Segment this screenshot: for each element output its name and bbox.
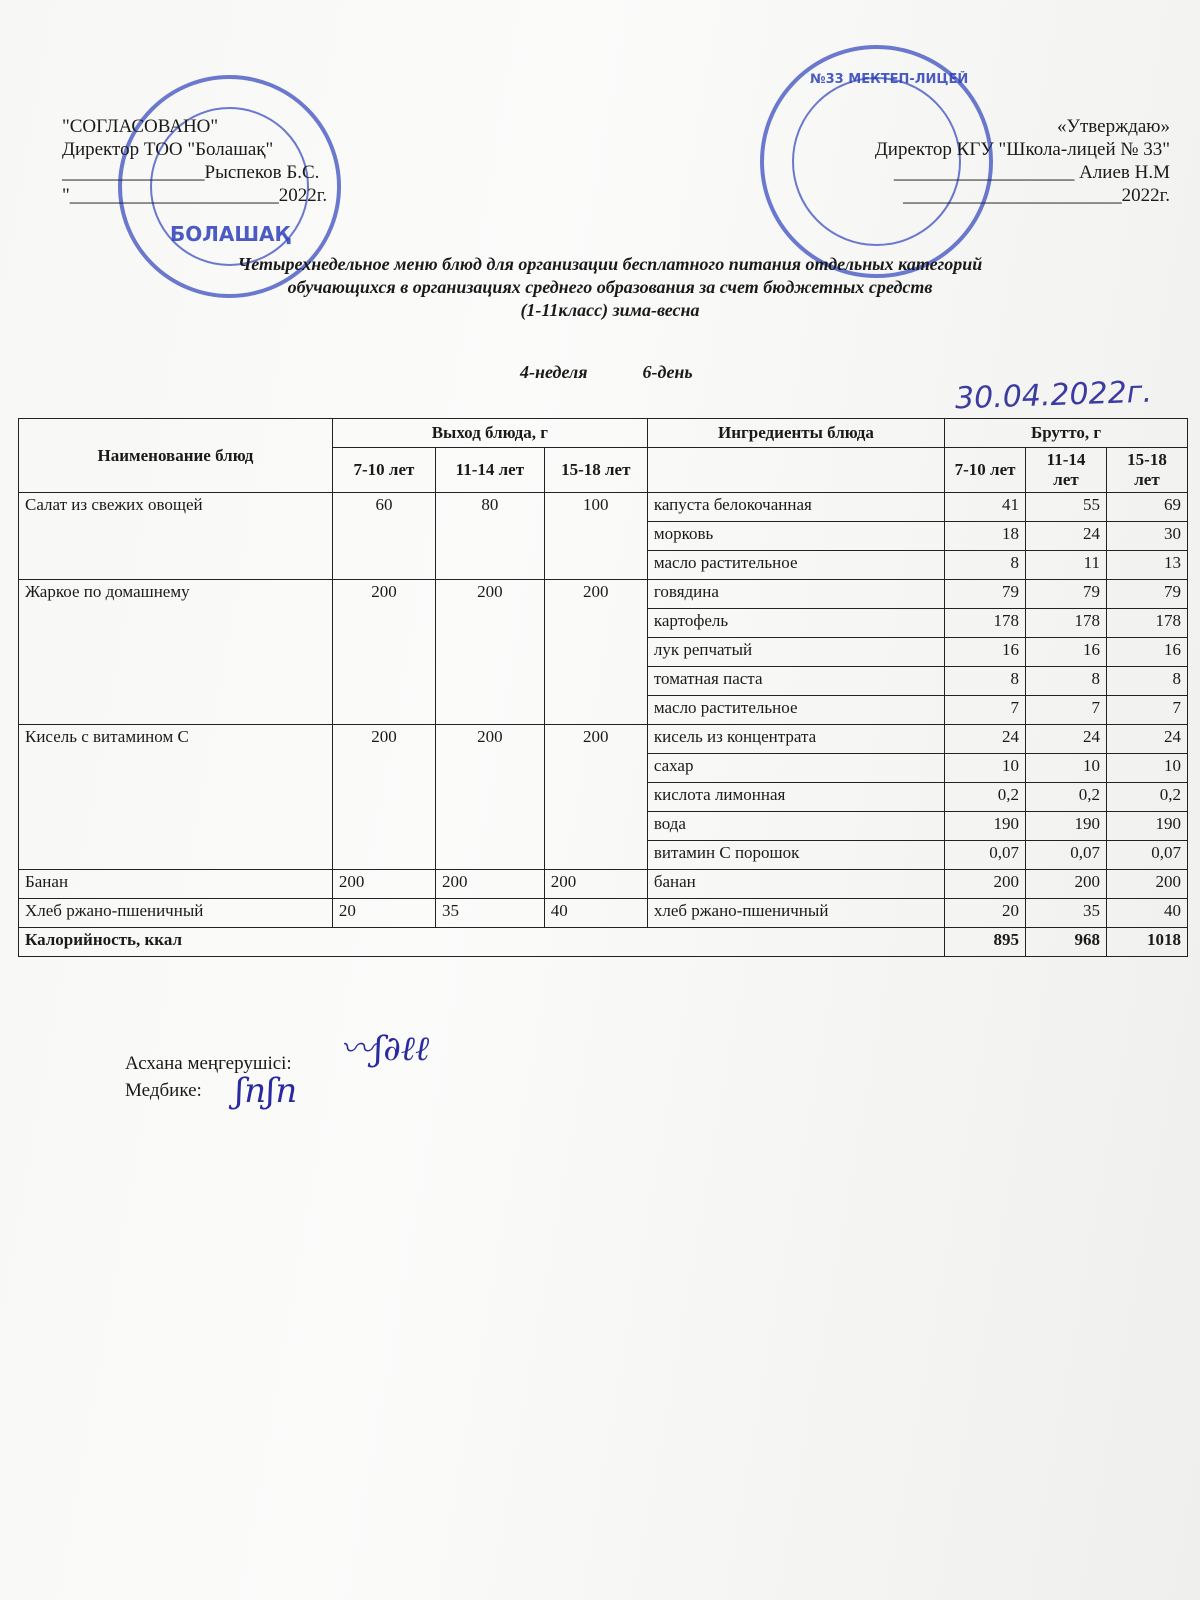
approval-left bbox=[62, 115, 327, 207]
title-line: Четырехнедельное меню блюд для организации бесплатного питания отдельных категорий bbox=[237, 254, 983, 274]
dish-yield: 200 bbox=[436, 580, 545, 725]
table-row bbox=[19, 493, 1188, 522]
cook-signature-label: Асхана меңгерушісі: bbox=[125, 1053, 292, 1074]
header-age: 11-14 лет bbox=[1026, 448, 1107, 493]
table-row bbox=[19, 725, 1188, 754]
dish-yield: 200 bbox=[332, 870, 435, 899]
menu-table bbox=[18, 418, 1188, 957]
day-label: 6-день bbox=[642, 362, 693, 382]
calories-label: Калорийность, ккал bbox=[19, 928, 945, 957]
document-title bbox=[110, 253, 1110, 322]
ingredient-brutto: 178 bbox=[945, 609, 1026, 638]
dish-yield: 20 bbox=[332, 899, 435, 928]
ingredient-brutto: 24 bbox=[1026, 522, 1107, 551]
ingredient-brutto: 0,07 bbox=[945, 841, 1026, 870]
dish-yield: 80 bbox=[436, 493, 545, 580]
ingredient-name: томатная паста bbox=[647, 667, 944, 696]
ingredient-brutto: 24 bbox=[1026, 725, 1107, 754]
ingredient-brutto: 16 bbox=[1106, 638, 1187, 667]
dish-name: Салат из свежих овощей bbox=[19, 493, 333, 580]
dish-yield: 40 bbox=[544, 899, 647, 928]
nurse-signature-label: Медбике: bbox=[125, 1080, 202, 1101]
ingredient-brutto: 190 bbox=[1106, 812, 1187, 841]
ingredient-name: банан bbox=[647, 870, 944, 899]
ingredient-brutto: 16 bbox=[1026, 638, 1107, 667]
ingredient-brutto: 79 bbox=[1026, 580, 1107, 609]
ingredient-brutto: 8 bbox=[1026, 667, 1107, 696]
ingredient-name: говядина bbox=[647, 580, 944, 609]
calories-value: 1018 bbox=[1106, 928, 1187, 957]
header-yield: Выход блюда, г bbox=[332, 419, 647, 448]
dish-yield: 200 bbox=[436, 870, 545, 899]
ingredient-name: картофель bbox=[647, 609, 944, 638]
ingredient-brutto: 7 bbox=[1026, 696, 1107, 725]
nurse-signature: ʃпʃп bbox=[235, 1071, 298, 1111]
ingredient-brutto: 190 bbox=[1026, 812, 1107, 841]
ingredient-brutto: 10 bbox=[1026, 754, 1107, 783]
ingredient-brutto: 8 bbox=[1106, 667, 1187, 696]
calories-value: 895 bbox=[945, 928, 1026, 957]
dish-yield: 35 bbox=[436, 899, 545, 928]
dish-yield: 200 bbox=[436, 725, 545, 870]
ingredient-name: вода bbox=[647, 812, 944, 841]
calories-value: 968 bbox=[1026, 928, 1107, 957]
dish-name: Банан bbox=[19, 870, 333, 899]
week-label: 4-неделя bbox=[520, 362, 588, 382]
table-row bbox=[19, 580, 1188, 609]
ingredient-name: капуста белокочанная bbox=[647, 493, 944, 522]
week-day bbox=[520, 362, 748, 383]
ingredient-brutto: 30 bbox=[1106, 522, 1187, 551]
ingredient-brutto: 8 bbox=[945, 551, 1026, 580]
ingredient-name: кисель из концентрата bbox=[647, 725, 944, 754]
ingredient-brutto: 79 bbox=[1106, 580, 1187, 609]
ingredient-brutto: 79 bbox=[945, 580, 1026, 609]
ingredient-brutto: 0,2 bbox=[1026, 783, 1107, 812]
ingredient-name: масло растительное bbox=[647, 696, 944, 725]
ingredient-name: витамин С порошок bbox=[647, 841, 944, 870]
header-ingredients: Ингредиенты блюда bbox=[647, 419, 944, 448]
ingredient-brutto: 8 bbox=[945, 667, 1026, 696]
approval-right-line: ___________________ Алиев Н.М bbox=[893, 162, 1170, 183]
table-row bbox=[19, 899, 1188, 928]
ingredient-name: сахар bbox=[647, 754, 944, 783]
ingredient-brutto: 200 bbox=[945, 870, 1026, 899]
header-blank bbox=[647, 448, 944, 493]
stamp-right-text: №33 МЕКТЕП-ЛИЦЕЙ bbox=[810, 72, 969, 87]
header-age: 15-18 лет bbox=[1106, 448, 1187, 493]
header-age: 15-18 лет bbox=[544, 448, 647, 493]
ingredient-brutto: 40 bbox=[1106, 899, 1187, 928]
ingredient-brutto: 0,07 bbox=[1026, 841, 1107, 870]
approval-right-line: «Утверждаю» bbox=[1057, 116, 1170, 137]
header-brutto: Брутто, г bbox=[945, 419, 1188, 448]
table-row bbox=[19, 870, 1188, 899]
ingredient-name: морковь bbox=[647, 522, 944, 551]
ingredient-brutto: 20 bbox=[945, 899, 1026, 928]
dish-name: Хлеб ржано-пшеничный bbox=[19, 899, 333, 928]
dish-yield: 200 bbox=[544, 580, 647, 725]
ingredient-brutto: 24 bbox=[945, 725, 1026, 754]
ingredient-brutto: 200 bbox=[1026, 870, 1107, 899]
approval-left-line: "______________________2022г. bbox=[62, 185, 328, 206]
approval-left-line: _______________Рыспеков Б.С. bbox=[62, 162, 320, 183]
ingredient-brutto: 7 bbox=[1106, 696, 1187, 725]
dish-yield: 200 bbox=[332, 725, 435, 870]
ingredient-brutto: 18 bbox=[945, 522, 1026, 551]
title-line: обучающихся в организациях среднего образования за счет бюджетных средств bbox=[287, 277, 933, 297]
ingredient-brutto: 0,07 bbox=[1106, 841, 1187, 870]
header-age: 7-10 лет bbox=[332, 448, 435, 493]
ingredient-brutto: 190 bbox=[945, 812, 1026, 841]
approval-right bbox=[875, 115, 1170, 207]
handwritten-date: 30.04.2022г. bbox=[954, 374, 1153, 417]
ingredient-name: кислота лимонная bbox=[647, 783, 944, 812]
dish-yield: 100 bbox=[544, 493, 647, 580]
ingredient-brutto: 24 bbox=[1106, 725, 1187, 754]
ingredient-brutto: 0,2 bbox=[945, 783, 1026, 812]
ingredient-name: масло растительное bbox=[647, 551, 944, 580]
ingredient-brutto: 10 bbox=[1106, 754, 1187, 783]
approval-right-line: _______________________2022г. bbox=[903, 185, 1170, 206]
dish-yield: 200 bbox=[544, 870, 647, 899]
header-dish-name: Наименование блюд bbox=[19, 419, 333, 493]
dish-name: Жаркое по домашнему bbox=[19, 580, 333, 725]
calories-row bbox=[19, 928, 1188, 957]
header-age: 7-10 лет bbox=[945, 448, 1026, 493]
dish-yield: 60 bbox=[332, 493, 435, 580]
title-line: (1-11класс) зима-весна bbox=[520, 300, 700, 320]
ingredient-brutto: 200 bbox=[1106, 870, 1187, 899]
ingredient-brutto: 55 bbox=[1026, 493, 1107, 522]
cook-signature: 〰ʃ∂ℓℓ bbox=[340, 1029, 430, 1069]
stamp-left-text: БОЛАШАҚ bbox=[170, 222, 291, 246]
ingredient-brutto: 11 bbox=[1026, 551, 1107, 580]
dish-yield: 200 bbox=[332, 580, 435, 725]
ingredient-name: лук репчатый bbox=[647, 638, 944, 667]
dish-yield: 200 bbox=[544, 725, 647, 870]
ingredient-brutto: 178 bbox=[1026, 609, 1107, 638]
header-age: 11-14 лет bbox=[436, 448, 545, 493]
approval-left-line: "СОГЛАСОВАНО" bbox=[62, 116, 219, 137]
ingredient-brutto: 16 bbox=[945, 638, 1026, 667]
ingredient-brutto: 178 bbox=[1106, 609, 1187, 638]
ingredient-name: хлеб ржано-пшеничный bbox=[647, 899, 944, 928]
ingredient-brutto: 10 bbox=[945, 754, 1026, 783]
ingredient-brutto: 13 bbox=[1106, 551, 1187, 580]
dish-name: Кисель с витамином С bbox=[19, 725, 333, 870]
ingredient-brutto: 7 bbox=[945, 696, 1026, 725]
ingredient-brutto: 0,2 bbox=[1106, 783, 1187, 812]
approval-left-line: Директор ТОО "Болашақ" bbox=[62, 139, 274, 160]
ingredient-brutto: 35 bbox=[1026, 899, 1107, 928]
ingredient-brutto: 69 bbox=[1106, 493, 1187, 522]
approval-right-line: Директор КГУ "Школа-лицей № 33" bbox=[874, 139, 1170, 160]
ingredient-brutto: 41 bbox=[945, 493, 1026, 522]
